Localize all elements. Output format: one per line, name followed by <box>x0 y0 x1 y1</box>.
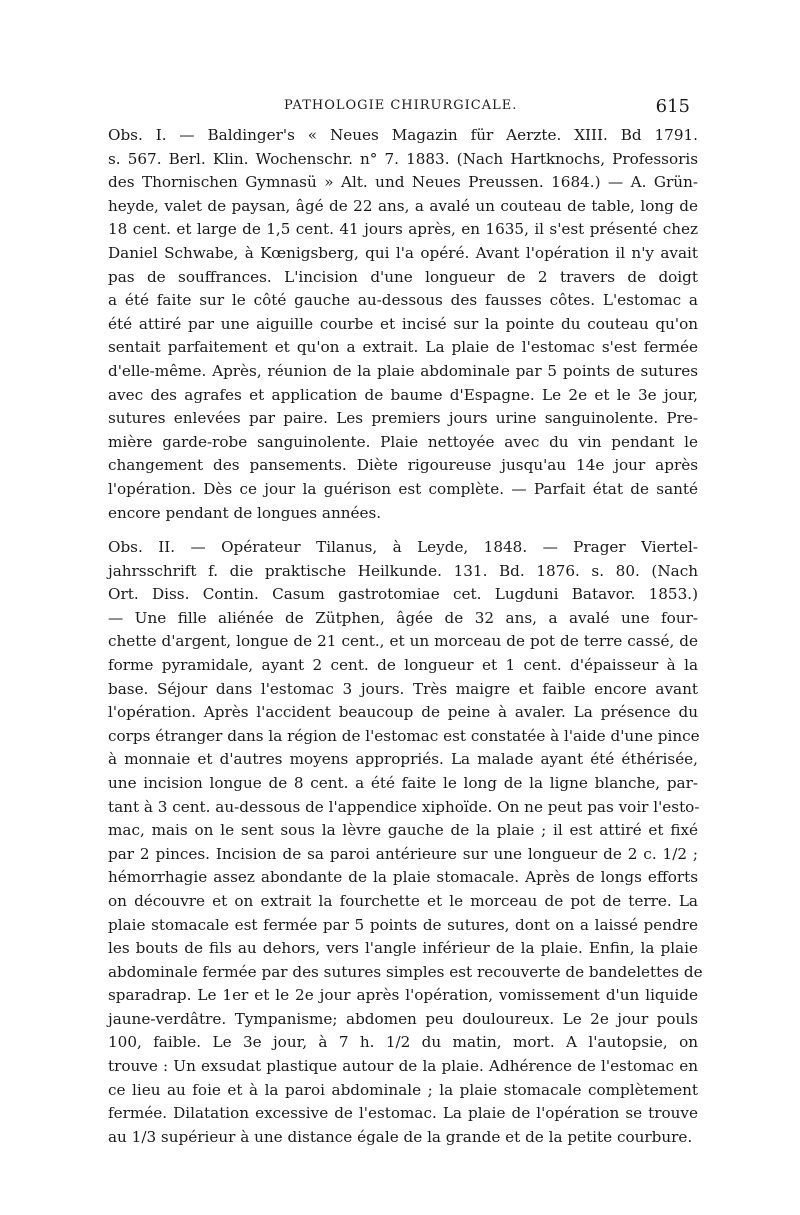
text-line: s. 567. Berl. Klin. Wochenschr. n° 7. 1883. (Nach Hartknochs, Professoris <box>108 149 698 168</box>
text-line: pas de souffrances. L'incision d'une longueur de 2 travers de doigt <box>108 267 698 286</box>
text-line: Obs. I. — Baldinger's « Neues Magazin für Aerzte. XIII. Bd 1791. <box>108 126 698 144</box>
text-line: fermée. Dilatation excessive de l'estomac. La plaie de l'opération se trouve <box>108 1104 698 1123</box>
text-line: forme pyramidale, ayant 2 cent. de longueur et 1 cent. d'épaisseur à la <box>108 655 698 674</box>
page-number: 615 <box>655 96 690 117</box>
text-line: Ort. Diss. Contin. Casum gastrotomiae cet. Lugduni Batavor. 1853.) <box>108 585 698 604</box>
text-line: trouve : Un exsudat plastique autour de la plaie. Adhérence de l'estomac en <box>108 1057 698 1076</box>
text-line: — Une fille aliénée de Zütphen, âgée de 32 ans, a avalé une four- <box>108 608 698 627</box>
text-line: ce lieu au foie et à la paroi abdominale ; la plaie stomacale complètement <box>108 1080 698 1099</box>
text-line: heyde, valet de paysan, âgé de 22 ans, a avalé un couteau de table, long de <box>108 196 698 215</box>
text-line: mière garde-robe sanguinolente. Plaie nettoyée avec du vin pendant le <box>108 432 698 451</box>
text-line: l'opération. Dès ce jour la guérison est complète. — Parfait état de santé <box>108 479 698 498</box>
text-line: hémorrhagie assez abondante de la plaie stomacale. Après de longs efforts <box>108 868 698 887</box>
text-line: corps étranger dans la région de l'estomac est constatée à l'aide d'une pince <box>108 726 700 745</box>
text-line: changement des pansements. Diète rigoureuse jusqu'au 14e jour après <box>108 456 698 475</box>
text-line: sparadrap. Le 1er et le 2e jour après l'opération, vomissement d'un liquide <box>108 986 698 1005</box>
text-line: à monnaie et d'autres moyens appropriés. La malade ayant été éthérisée, <box>108 750 698 769</box>
text-line: encore pendant de longues années. <box>108 503 382 522</box>
text-line: une incision longue de 8 cent. a été faite le long de la ligne blanche, par- <box>108 773 698 792</box>
text-line: Daniel Schwabe, à Kœnigsberg, qui l'a opéré. Avant l'opération il n'y avait <box>108 243 698 262</box>
text-line: jaune-verdâtre. Tympanisme; abdomen peu douloureux. Le 2e jour pouls <box>108 1009 698 1028</box>
text-line: au 1/3 supérieur à une distance égale de la grande et de la petite courbure. <box>108 1127 693 1146</box>
running-title: PATHOLOGIE CHIRURGICALE. <box>284 98 518 113</box>
text-line: chette d'argent, longue de 21 cent., et un morceau de pot de terre cassé, de <box>108 632 698 651</box>
text-line: l'opération. Après l'accident beaucoup de peine à avaler. La présence du <box>108 703 698 722</box>
text-line: des Thornischen Gymnasü » Alt. und Neues Preussen. 1684.) — A. Grün- <box>108 173 698 192</box>
text-line: tant à 3 cent. au-dessous de l'appendice xiphoïde. On ne peut pas voir l'esto- <box>108 797 700 816</box>
text-line: 100, faible. Le 3e jour, à 7 h. 1/2 du matin, mort. A l'autopsie, on <box>108 1033 698 1052</box>
text-line: plaie stomacale est fermée par 5 points de sutures, dont on a laissé pendre <box>108 915 698 934</box>
text-line: par 2 pinces. Incision de sa paroi antérieure sur une longueur de 2 c. 1/2 ; <box>108 844 698 863</box>
text-line: mac, mais on le sent sous la lèvre gauche de la plaie ; il est attiré et fixé <box>108 821 698 840</box>
text-line: on découvre et on extrait la fourchette et le morceau de pot de terre. La <box>108 891 698 910</box>
observation-1-paragraph <box>108 124 698 525</box>
text-line: les bouts de fils au dehors, vers l'angle inférieur de la plaie. Enfin, la plaie <box>108 939 698 958</box>
text-line: été attiré par une aiguille courbe et incisé sur la pointe du couteau qu'on <box>108 314 698 333</box>
text-line: a été faite sur le côté gauche au-dessous des fausses côtes. L'estomac a <box>108 291 698 310</box>
observation-2-paragraph <box>108 536 703 1149</box>
text-line: Obs. II. — Opérateur Tilanus, à Leyde, 1848. — Prager Viertel- <box>108 538 698 556</box>
text-line: base. Séjour dans l'estomac 3 jours. Très maigre et faible encore avant <box>108 679 698 698</box>
text-line: sentait parfaitement et qu'on a extrait. La plaie de l'estomac s'est fermée <box>108 338 698 357</box>
text-line: sutures enlevées par paire. Les premiers jours urine sanguinolente. Pre- <box>108 409 698 428</box>
text-line: jahrsschrift f. die praktische Heilkunde. 131. Bd. 1876. s. 80. (Nach <box>108 561 698 580</box>
text-line: d'elle-même. Après, réunion de la plaie abdominale par 5 points de sutures <box>108 361 698 380</box>
text-line: avec des agrafes et application de baume d'Espagne. Le 2e et le 3e jour, <box>108 385 698 404</box>
text-line: abdominale fermée par des sutures simples est recouverte de bandelettes de <box>108 962 703 981</box>
text-line: 18 cent. et large de 1,5 cent. 41 jours après, en 1635, il s'est présenté chez <box>108 220 698 239</box>
book-page <box>108 96 703 1176</box>
